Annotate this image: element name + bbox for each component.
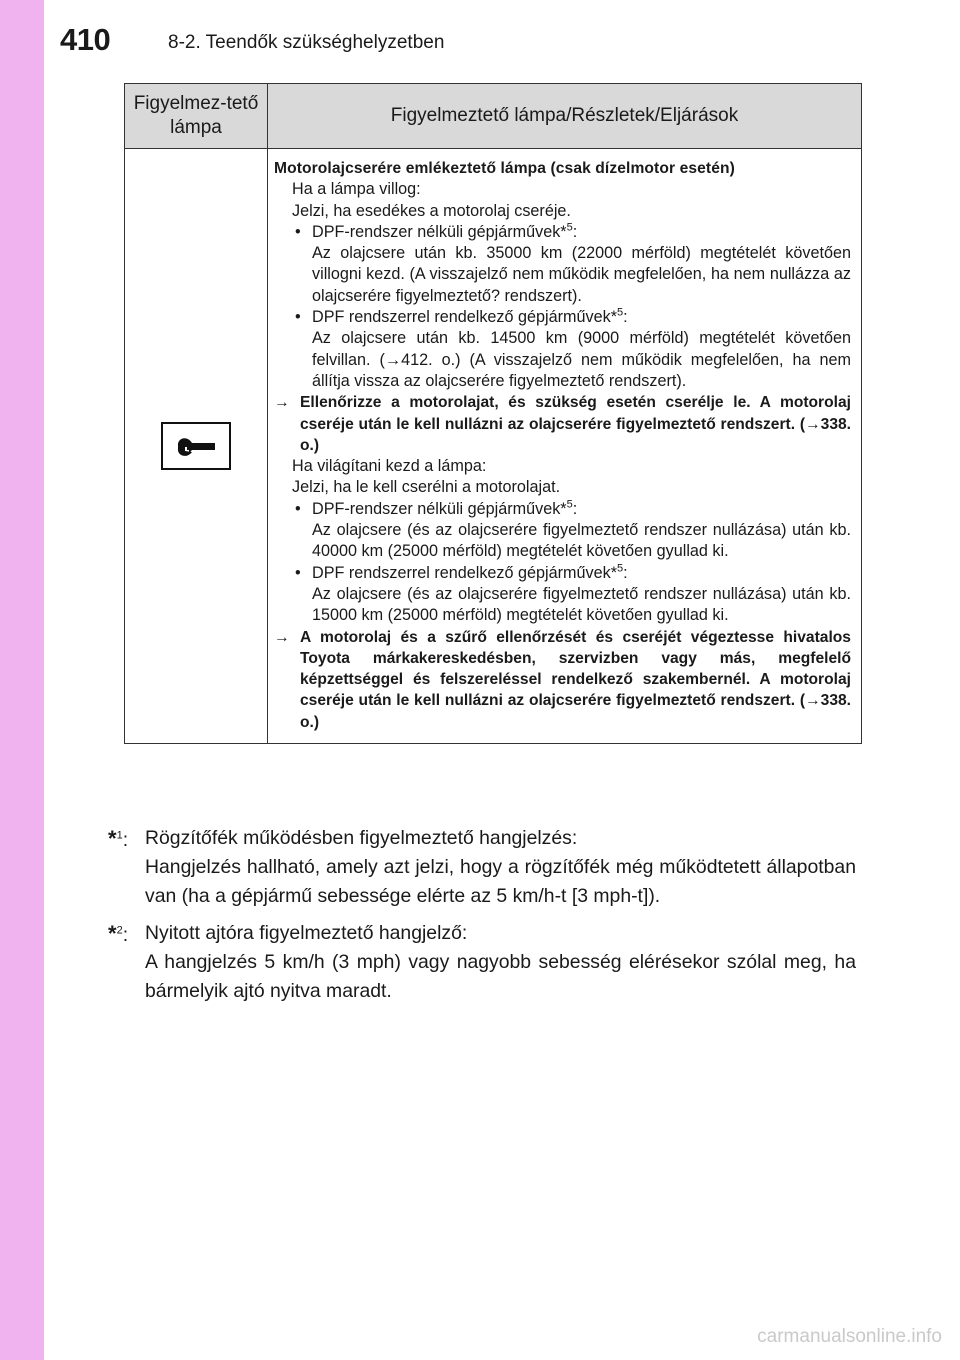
arrow-icon: → (274, 628, 290, 646)
footnote-heading: Rögzítőfék működésben figyelmeztető hangjelzés: (145, 827, 578, 849)
action-instruction: → A motorolaj és a szűrő ellenőrzését és cseréjét végeztesse hivatalos Toyota márkakereskedésben, szervizben vagy más, megfelelő képzettséggel és felszereléssel rendelkező szakembernél. A motorolaj cseréje után le kell nullázni az olajcserére figyelmeztető rendszert. (→338. o.) (274, 628, 851, 731)
footnote-1: *$^1$: Rögzítőfék működésben figyelmeztető hangjelzés: Hangjelzés hallható, amely azt jelzi, hogy a rögzítőfék még működtetett állapotban van (ha a gépjármű sebessége elérte az 5 km/h-t [3 mph-t]). (108, 824, 856, 911)
side-color-band (0, 0, 44, 1360)
footnote-body: A hangjelzés 5 km/h (3 mph) vagy nagyobb sebesség elérésekor szólal meg, ha bármelyik ajtó nyitva maradt. (145, 951, 856, 1002)
header-warning-light: Figyelmez-tető lámpa (125, 84, 268, 149)
blink-meaning: Jelzi, ha esedékes a motorolaj cseréje. (292, 201, 571, 220)
list-item-text: Az olajcsere (és az olajcserére figyelmeztető rendszer nullázása) után kb. 40000 km (25000 mérföld) megtételét követően gyullad ki. (312, 521, 851, 561)
footnote-2: *$^2$: Nyitott ajtóra figyelmeztető hangjelző: A hangjelzés 5 km/h (3 mph) vagy nagyobb sebesség elérésekor szólal meg, ha bármelyik ajtó nyitva maradt. (108, 919, 856, 1006)
page-number: 410 (60, 22, 111, 57)
header-details: Figyelmeztető lámpa/Részletek/Eljárások (268, 84, 862, 149)
light-title: Motorolajcserére emlékeztető lámpa (csak dízelmotor esetén) (274, 160, 735, 177)
warning-light-table (124, 83, 862, 744)
footnote-heading: Nyitott ajtóra figyelmeztető hangjelző: (145, 922, 468, 944)
section-title: 8-2. Teendők szükséghelyzetben (168, 32, 445, 53)
list-item: • DPF rendszerrel rendelkező gépjárművek*$^5$: (295, 306, 628, 327)
list-item-text: Az olajcsere után kb. 35000 km (22000 mérföld) megtételét követően villogni kezd. (A visszajelző nem működik megfelelően, ha nem nullázza az olajcserére figyelmeztető? rendszert). (312, 244, 851, 305)
list-item: • DPF-rendszer nélküli gépjárművek*$^5$: (295, 498, 578, 518)
lit-meaning: Jelzi, ha le kell cserélni a motorolajat. (292, 478, 561, 497)
list-item-text: Az olajcsere után kb. 14500 km (9000 mérföld) megtételét követően felvillan. (→412. o.) (A visszajelző nem működik megfelelően, ha nem állítja vissza az olajcserére figyelmeztető rendszert). (312, 329, 851, 390)
table-header-row (125, 84, 862, 149)
list-item: • DPF-rendszer nélküli gépjárművek*$^5$: (295, 221, 578, 241)
icon-cell (125, 149, 268, 744)
table-row (125, 149, 862, 744)
footnote-body: Hangjelzés hallható, amely azt jelzi, hogy a rögzítőfék még működtetett állapotban van (ha a gépjármű sebessége elérte az 5 km/h-t [3 mph-t]). (145, 856, 856, 907)
details-cell (268, 149, 862, 744)
wrench-icon (161, 422, 231, 470)
blink-when: Ha a lámpa villog: (292, 180, 421, 199)
list-item: • DPF rendszerrel rendelkező gépjárművek*$^5$: (295, 562, 628, 582)
watermark: carmanualsonline.info (757, 1326, 942, 1347)
lit-when: Ha világítani kezd a lámpa: (292, 457, 487, 476)
action-instruction: → Ellenőrizze a motorolajat, és szükség esetén cserélje le. A motorolaj cseréje után le kell nullázni az olajcserére figyelmeztető rendszert. (→338. o.) (274, 394, 851, 454)
arrow-icon: → (274, 394, 290, 412)
list-item-text: Az olajcsere (és az olajcserére figyelmeztető rendszer nullázása) után kb. 15000 km (25000 mérföld) megtételét követően gyullad ki. (312, 584, 851, 625)
